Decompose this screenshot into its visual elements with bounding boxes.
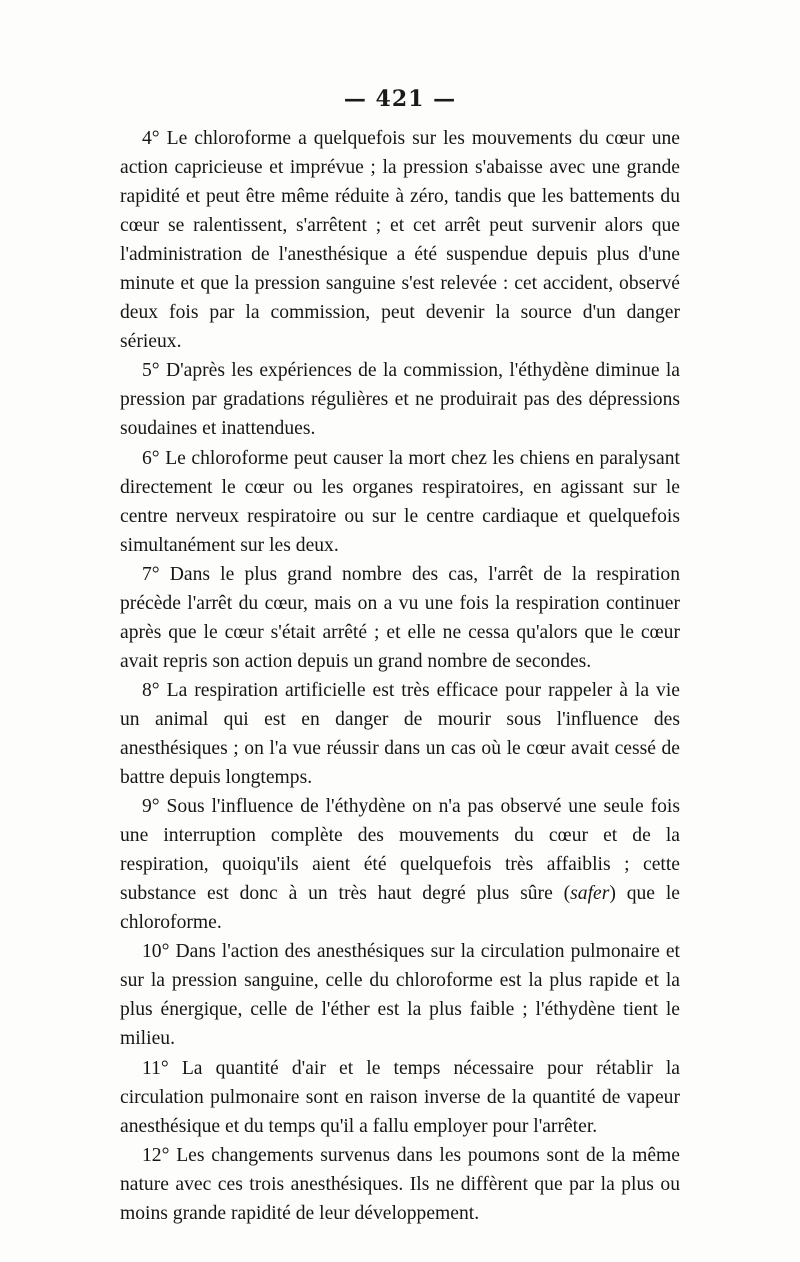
paragraph-12: 12° Les changements survenus dans les poumons sont de la même nature avec ces trois anesthésiques. Ils ne diffèrent que par la plus ou moins grande rapidité de leur développement. (120, 1144, 680, 1224)
paragraph-9-text-end: ) que le chloroforme. (120, 883, 680, 934)
paragraph-8: 8° La respiration artificielle est très efficace pour rappeler à la vie un animal qui est en danger de mourir sous l'influence des anesthésiques ; on l'a vue réussir dans un cas où le cœur avait cessé de battre depuis longtemps. (120, 679, 680, 789)
body-text (120, 124, 680, 1228)
paragraph-7: 7° Dans le plus grand nombre des cas, l'arrêt de la respiration précède l'arrêt du cœur, mais on a vu une fois la respiration continuer après que le cœur s'était arrêté ; et elle ne cessa qu'alors que le cœur avait repris son action depuis un grand nombre de secondes. (120, 563, 680, 672)
paragraph-9-text-start: 9° Sous l'influence de l'éthydène on n'a pas observé une seule fois une interruption complète des mouvements du cœur et de la respiration, quoiqu'ils aient été quelquefois très affaiblis ; cette substance est donc à un très haut degré plus sûre ( (120, 796, 680, 905)
paragraph-11: 11° La quantité d'air et le temps nécessaire pour rétablir la circulation pulmonaire sont en raison inverse de la quantité de vapeur anesthésique et du temps qu'il a fallu employer pour l'arrêter. (120, 1057, 680, 1137)
paragraph-5: 5° D'après les expériences de la commission, l'éthydène diminue la pression par gradations régulières et ne produirait pas des dépressions soudaines et inattendues. (120, 360, 680, 440)
paragraph-4: 4° Le chloroforme a quelquefois sur les mouvements du cœur une action capricieuse et imprévue ; la pression s'abaisse avec une grande rapidité et peut être même réduite à zéro, tandis que les battements du cœur se ralentissent, s'arrêtent ; et cet arrêt peut survenir alors que l'administration de l'anesthésique a été suspendue depuis plus d'une minute et que la pression sanguine s'est relevée : cet accident, observé deux fois par la commission, peut devenir la source d'un danger sérieux. (120, 128, 680, 353)
paragraph-6: 6° Le chloroforme peut causer la mort chez les chiens en paralysant directement le cœur ou les organes respiratoires, en agissant sur le centre nerveux respiratoire ou sur le centre cardiaque et quelquefois simultanément sur les deux. (120, 447, 680, 556)
paragraph-10: 10° Dans l'action des anesthésiques sur la circulation pulmonaire et sur la pression sanguine, celle du chloroforme est la plus rapide et la plus énergique, celle de l'éther est la plus faible ; l'éthydène tient le milieu. (120, 941, 680, 1050)
paragraph-9-italic-term: safer (570, 883, 610, 905)
paragraph-9 (120, 792, 680, 937)
page-number: — 421 — (343, 86, 457, 112)
